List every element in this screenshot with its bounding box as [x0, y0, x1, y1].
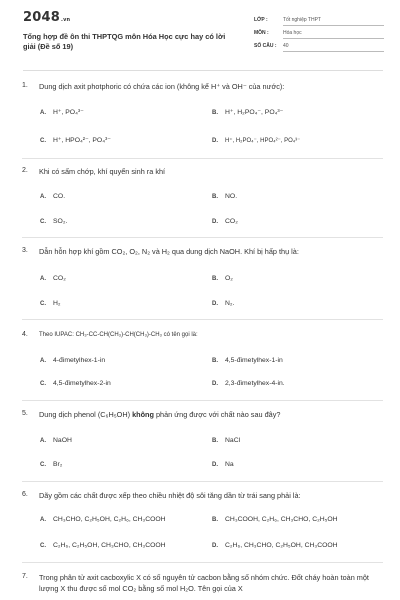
option-c[interactable]	[40, 542, 166, 549]
option-label: C.	[40, 219, 46, 225]
option-b[interactable]	[212, 357, 283, 364]
option-label: B.	[212, 110, 218, 116]
meta-subject-key: MÔN :	[254, 30, 269, 36]
option-a[interactable]	[40, 275, 66, 282]
option-label: B.	[212, 276, 218, 282]
option-text: CO₂	[53, 275, 66, 282]
meta-subject-value: Hóa học	[283, 30, 302, 36]
option-d[interactable]	[212, 542, 338, 549]
option-d[interactable]	[212, 218, 238, 225]
option-d[interactable]	[212, 137, 300, 144]
option-label: A.	[40, 110, 46, 116]
option-b[interactable]	[212, 516, 338, 523]
option-d[interactable]	[212, 461, 234, 468]
option-label: C.	[40, 543, 46, 549]
option-text: 4,5-đimetylhex-2-in	[53, 380, 111, 387]
option-label: A.	[40, 358, 46, 364]
meta-grade-key: LỚP :	[254, 17, 268, 23]
option-b[interactable]	[212, 108, 283, 116]
meta-divider	[283, 25, 384, 26]
option-text: Br₂	[53, 461, 63, 468]
question-divider	[22, 400, 383, 401]
option-label: A.	[40, 517, 46, 523]
option-text: CH₃COOH, C₂H₆, CH₃CHO, C₂H₅OH	[225, 516, 338, 523]
option-label: D.	[212, 301, 218, 307]
option-label: C.	[40, 462, 46, 468]
question-text	[39, 409, 379, 420]
option-text: C₂H₆, CH₃CHO, C₂H₅OH, CH₃COOH	[225, 542, 338, 549]
option-b[interactable]	[212, 275, 233, 282]
question-divider	[22, 562, 383, 563]
question-number: 7.	[22, 573, 28, 580]
option-text: H⁺, HPO₄²⁻, PO₄³⁻	[53, 137, 111, 144]
meta-grade-value: Tốt nghiệp THPT	[283, 17, 321, 23]
question-number: 4.	[22, 331, 28, 338]
option-c[interactable]	[40, 380, 111, 387]
question-divider	[22, 319, 383, 320]
option-a[interactable]	[40, 357, 105, 364]
option-text: Na	[225, 461, 234, 468]
question-text: Dung dịch axit photphoric có chứa các ion (không kể H⁺ và OH⁻ của nước):	[39, 82, 285, 91]
option-text: CH₃CHO, C₂H₅OH, C₂H₆, CH₃COOH	[53, 516, 166, 523]
question-text: Trong phân tử axit cacboxylic X có số nguyên tử cacbon bằng số nhóm chức. Đốt cháy hoàn toàn một lượng X thu được số mol CO₂ bằng số mol H₂O. Tên gọi của X	[39, 573, 369, 593]
meta-divider	[283, 38, 384, 39]
question-number: 3.	[22, 247, 28, 254]
option-label: D.	[212, 138, 218, 144]
question-text: Theo IUPAC: CH₃-CC-CH(CH₃)-CH(CH₃)-CH₃ có tên gọi là:	[39, 332, 198, 338]
meta-count-value: 40	[283, 43, 289, 49]
question-number: 2.	[22, 167, 28, 174]
meta-count-key: SỐ CÂU :	[254, 43, 277, 49]
option-a[interactable]	[40, 437, 72, 444]
option-c[interactable]	[40, 218, 67, 225]
option-text: 4-đimetylhex-1-in	[53, 357, 106, 364]
option-label: D.	[212, 219, 218, 225]
option-label: A.	[40, 276, 46, 282]
option-b[interactable]	[212, 193, 237, 200]
option-text: CO.	[53, 193, 66, 200]
option-label: D.	[212, 543, 218, 549]
option-text: NaOH	[53, 437, 72, 444]
meta-count	[254, 42, 384, 55]
option-text: C₂H₆, C₂H₅OH, CH₃CHO, CH₃COOH	[53, 542, 166, 549]
option-label: B.	[212, 358, 218, 364]
question-text: Dẫn hỗn hợp khí gồm CO₂, O₂, N₂ và H₂ qua dung dịch NaOH. Khí bị hấp thụ là:	[39, 247, 299, 256]
option-text: 2,3-đimetylhex-4-in.	[225, 380, 285, 387]
option-label: C.	[40, 301, 46, 307]
option-text: H⁺, H₂PO₄⁻, PO₄³⁻	[225, 109, 284, 116]
option-d[interactable]	[212, 380, 285, 387]
question-text: Khi có sấm chớp, khí quyển sinh ra khí	[39, 167, 166, 176]
option-b[interactable]	[212, 437, 240, 444]
header-divider	[23, 70, 383, 71]
option-text: 4,5-đimetylhex-1-in	[225, 357, 283, 364]
site-logo[interactable]	[23, 10, 70, 25]
option-c[interactable]	[40, 461, 62, 468]
option-label: B.	[212, 194, 218, 200]
meta-divider	[283, 51, 384, 52]
question-emphasis: không	[132, 410, 154, 419]
question-divider	[22, 481, 383, 482]
option-text: N₂.	[225, 300, 235, 307]
meta-info	[254, 16, 384, 55]
option-a[interactable]	[40, 193, 65, 200]
question-text-part: phản ứng được với chất nào sau đây?	[153, 410, 281, 419]
option-text: H⁺, PO₄³⁻	[53, 109, 84, 116]
option-c[interactable]	[40, 136, 111, 144]
option-text: H₂	[53, 300, 61, 307]
question-divider	[22, 237, 383, 238]
logo-text: 2048	[23, 10, 60, 25]
option-d[interactable]	[212, 300, 234, 307]
header	[0, 0, 400, 70]
option-text: O₂	[225, 275, 233, 282]
option-label: D.	[212, 462, 218, 468]
meta-subject	[254, 29, 384, 42]
question-number: 6.	[22, 491, 28, 498]
option-text: NO.	[225, 193, 238, 200]
option-text: H⁺, H₂PO₄⁻, HPO₄²⁻, PO₄³⁻	[225, 138, 301, 144]
option-label: B.	[212, 438, 218, 444]
option-text: SO₂.	[53, 218, 68, 225]
document-title: Tổng hợp đề ôn thi THPTQG môn Hóa Học cực hay có lời giải (Đề số 19)	[23, 32, 226, 51]
option-a[interactable]	[40, 516, 166, 523]
meta-grade	[254, 16, 384, 29]
option-text: NaCl	[225, 437, 241, 444]
question-text-part: Dung dịch phenol (C₆H₅OH)	[39, 410, 133, 419]
question-text: Dãy gồm các chất được xếp theo chiều nhiệt độ sôi tăng dần từ trái sang phải là:	[39, 491, 301, 500]
option-c[interactable]	[40, 300, 61, 307]
option-label: D.	[212, 381, 218, 387]
question-divider	[22, 158, 383, 159]
question-number: 1.	[22, 82, 28, 89]
option-label: A.	[40, 194, 46, 200]
option-label: C.	[40, 381, 46, 387]
option-a[interactable]	[40, 108, 84, 116]
question-number: 5.	[22, 410, 28, 417]
option-label: C.	[40, 138, 46, 144]
option-label: A.	[40, 438, 46, 444]
option-label: B.	[212, 517, 218, 523]
option-text: CO₂	[225, 218, 238, 225]
logo-suffix: .vn	[60, 17, 71, 23]
